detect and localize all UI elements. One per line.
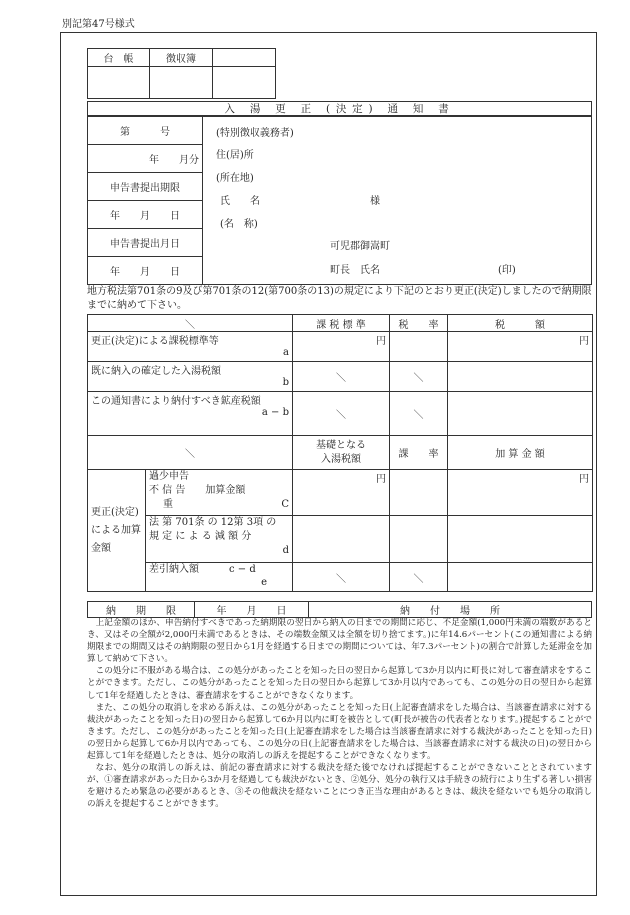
sub2-base <box>293 516 390 563</box>
tax-table <box>87 314 593 592</box>
year-month-label: 年 月分 <box>88 145 203 173</box>
deadline-table <box>87 601 592 618</box>
addressee-block <box>202 116 592 283</box>
date-label-1: 年 月 日 <box>88 201 203 229</box>
row3-label-cell <box>88 392 293 436</box>
ledger-cell <box>88 67 150 99</box>
col-rate: 税 率 <box>390 315 448 332</box>
sama-label: 様 <box>370 196 380 207</box>
note-paragraph: また、この処分の取消しを求める訴えは、この処分があったことを知った日(上記審査請求をした場合は、当該審査請求に対する裁決があったことを知った日)の翌日から起算して6か月以内に町を被告として(町長が被告の代表者となります。)提起することができます。ただし、この処分があったことを知った日(上記審査請求をした場合は当該審査請求に対する裁決があったことを知った日)の翌日から起算して6か月以内であっても、この処分の日(上記審査請求をした場合は、当該審査請求に対する裁決の日)の翌日から起算して1年を経過したときは、処分の取消しの訴えを提起することができなくなります。 <box>87 702 592 762</box>
sub1-c: 重 <box>163 499 173 510</box>
row1-amount-yen: 円 <box>448 332 593 362</box>
col-rate2: 課 率 <box>390 436 448 470</box>
col-add-amount: 加 算 金 額 <box>448 436 593 470</box>
number-label: 第 号 <box>88 117 203 145</box>
location-label: (所在地) <box>216 173 254 184</box>
ledger-col1: 台 帳 <box>88 49 150 67</box>
sub1-code: C <box>281 499 289 510</box>
note-paragraph: 上記金額のほか、申告納付すべきであった納期限の翌日から納入の日までの期間に応じ、不足金額(1,000円未満の端数があるとき、又はその全額が2,000円未満であるときは、その端数金額又は全額を切り捨てます。)に年14.6パーセント(この通知書による納期限までの期間又はその納期限の翌日から1月を経過する日までの期間については、年7.3パーセント)の割合で計算した延滞金を加算して納めて下さい。 <box>87 618 592 665</box>
row1-sub: a <box>283 347 289 358</box>
sub1-row <box>149 498 289 512</box>
sub2-code: d <box>282 545 289 556</box>
col-amount: 税 額 <box>448 315 593 332</box>
name-label: 氏 名 <box>220 196 260 207</box>
row2-sub: b <box>282 377 289 388</box>
row1-label-cell <box>88 332 293 362</box>
special-collector-label: (特別徴収義務者) <box>216 128 294 139</box>
row2-slash-2: ＼ <box>390 362 448 392</box>
sub1-amount-yen: 円 <box>448 470 593 516</box>
diagonal-header-cell: ＼ <box>88 315 293 332</box>
sub1-cell <box>146 470 293 516</box>
row1-rate <box>390 332 448 362</box>
sub2-amount <box>448 516 593 563</box>
sub3-slash-2: ＼ <box>390 563 448 592</box>
date-label-2: 年 月 日 <box>88 257 203 285</box>
intro-text: 地方税法第701条の9及び第701条の12(第700条の13)の規定により下記のとおり更正(決定)しましたので納期限までに納めて下さい。 <box>87 286 592 311</box>
mayor-label: 町長 氏名 <box>330 265 380 276</box>
note-paragraph: なお、処分の取消しの訴えは、前記の審査請求に対する裁決を経た後でなければ提起することができないこととされていますが、①審査請求があった日から3か月を経過しても裁決がないとき、②処分、処分の執行又は手続きの続行により生ずる著しい損害を避けるため緊急の必要があるとき、③その他裁決を経ないことにつき正当な理由があるときは、裁決を経ないでも処分の取消しの訴えを提起することができます。 <box>87 763 592 810</box>
sub2-rate <box>390 516 448 563</box>
seal-label: (印) <box>498 265 516 276</box>
note-paragraph: この処分に不服がある場合は、この処分があったことを知った日の翌日から起算して3か月以内に町長に対して審査請求をすることができます。ただし、この処分があったことを知った日の翌日から起算して3か月以内であっても、この処分の日の翌日から起算して1年を経過したときは、審査請求をすることができなくなります。 <box>87 666 592 701</box>
ledger-table <box>87 48 276 99</box>
sub3-amount <box>448 563 593 592</box>
company-name-label: (名 称) <box>220 219 258 230</box>
sub3-slash-1: ＼ <box>293 563 390 592</box>
deadline-date: 年 月 日 <box>195 602 309 618</box>
row1-yen: 円 <box>293 332 390 362</box>
ledger-col2: 徴収簿 <box>150 49 213 67</box>
sub3-cell <box>146 563 293 592</box>
col-base-tax: 基礎となる 入湯税額 <box>293 436 390 470</box>
row2-label-cell <box>88 362 293 392</box>
row3-slash-1: ＼ <box>293 392 390 436</box>
row2-label: 既に納入の確定した入湯税額 <box>91 366 221 377</box>
sub1-a: 過少申告 <box>149 471 189 482</box>
form-label: 別記第47号様式 <box>62 19 135 30</box>
col-tax-base: 課 税 標 準 <box>293 315 390 332</box>
ledger-cell <box>150 67 213 99</box>
payment-place: 納 付 場 所 <box>309 602 592 618</box>
sub3-code: e <box>261 577 267 588</box>
filing-deadline-label: 申告書提出期限 <box>88 173 203 201</box>
notes-block <box>87 617 592 811</box>
sub1-b: 不 信 告 加算金額 <box>149 485 246 496</box>
town-label: 可児郡御嵩町 <box>330 241 390 252</box>
sub1-yen: 円 <box>293 470 390 516</box>
row1-label: 更正(決定)による課税標準等 <box>91 336 219 347</box>
row3-sub: a − b <box>261 407 289 418</box>
row2-amount <box>448 362 593 392</box>
sub2-text: 法 第 701条 の 12第 3項 の 規 定 に よ る 減 額 分 <box>149 517 277 542</box>
deadline-label: 納 期 限 <box>88 602 195 618</box>
address-label: 住(居)所 <box>216 150 254 161</box>
sub2-cell <box>146 516 293 563</box>
ledger-cell <box>213 67 276 99</box>
sub3-text: 差引納入額 c − d <box>149 564 256 575</box>
row2-slash-1: ＼ <box>293 362 390 392</box>
row3-amount <box>448 392 593 436</box>
ledger-cell <box>213 49 276 67</box>
filing-date-label: 申告書提出月日 <box>88 229 203 257</box>
document-title: 入 湯 更 正 (決定) 通 知 書 <box>87 101 592 116</box>
diagonal-header-cell-2: ＼ <box>88 436 293 470</box>
side-label: 更正(決定)による加算金額 <box>88 470 146 592</box>
row3-label: この通知書により納付すべき鉱産税額 <box>91 396 261 407</box>
row3-slash-2: ＼ <box>390 392 448 436</box>
sub1-rate <box>390 470 448 516</box>
